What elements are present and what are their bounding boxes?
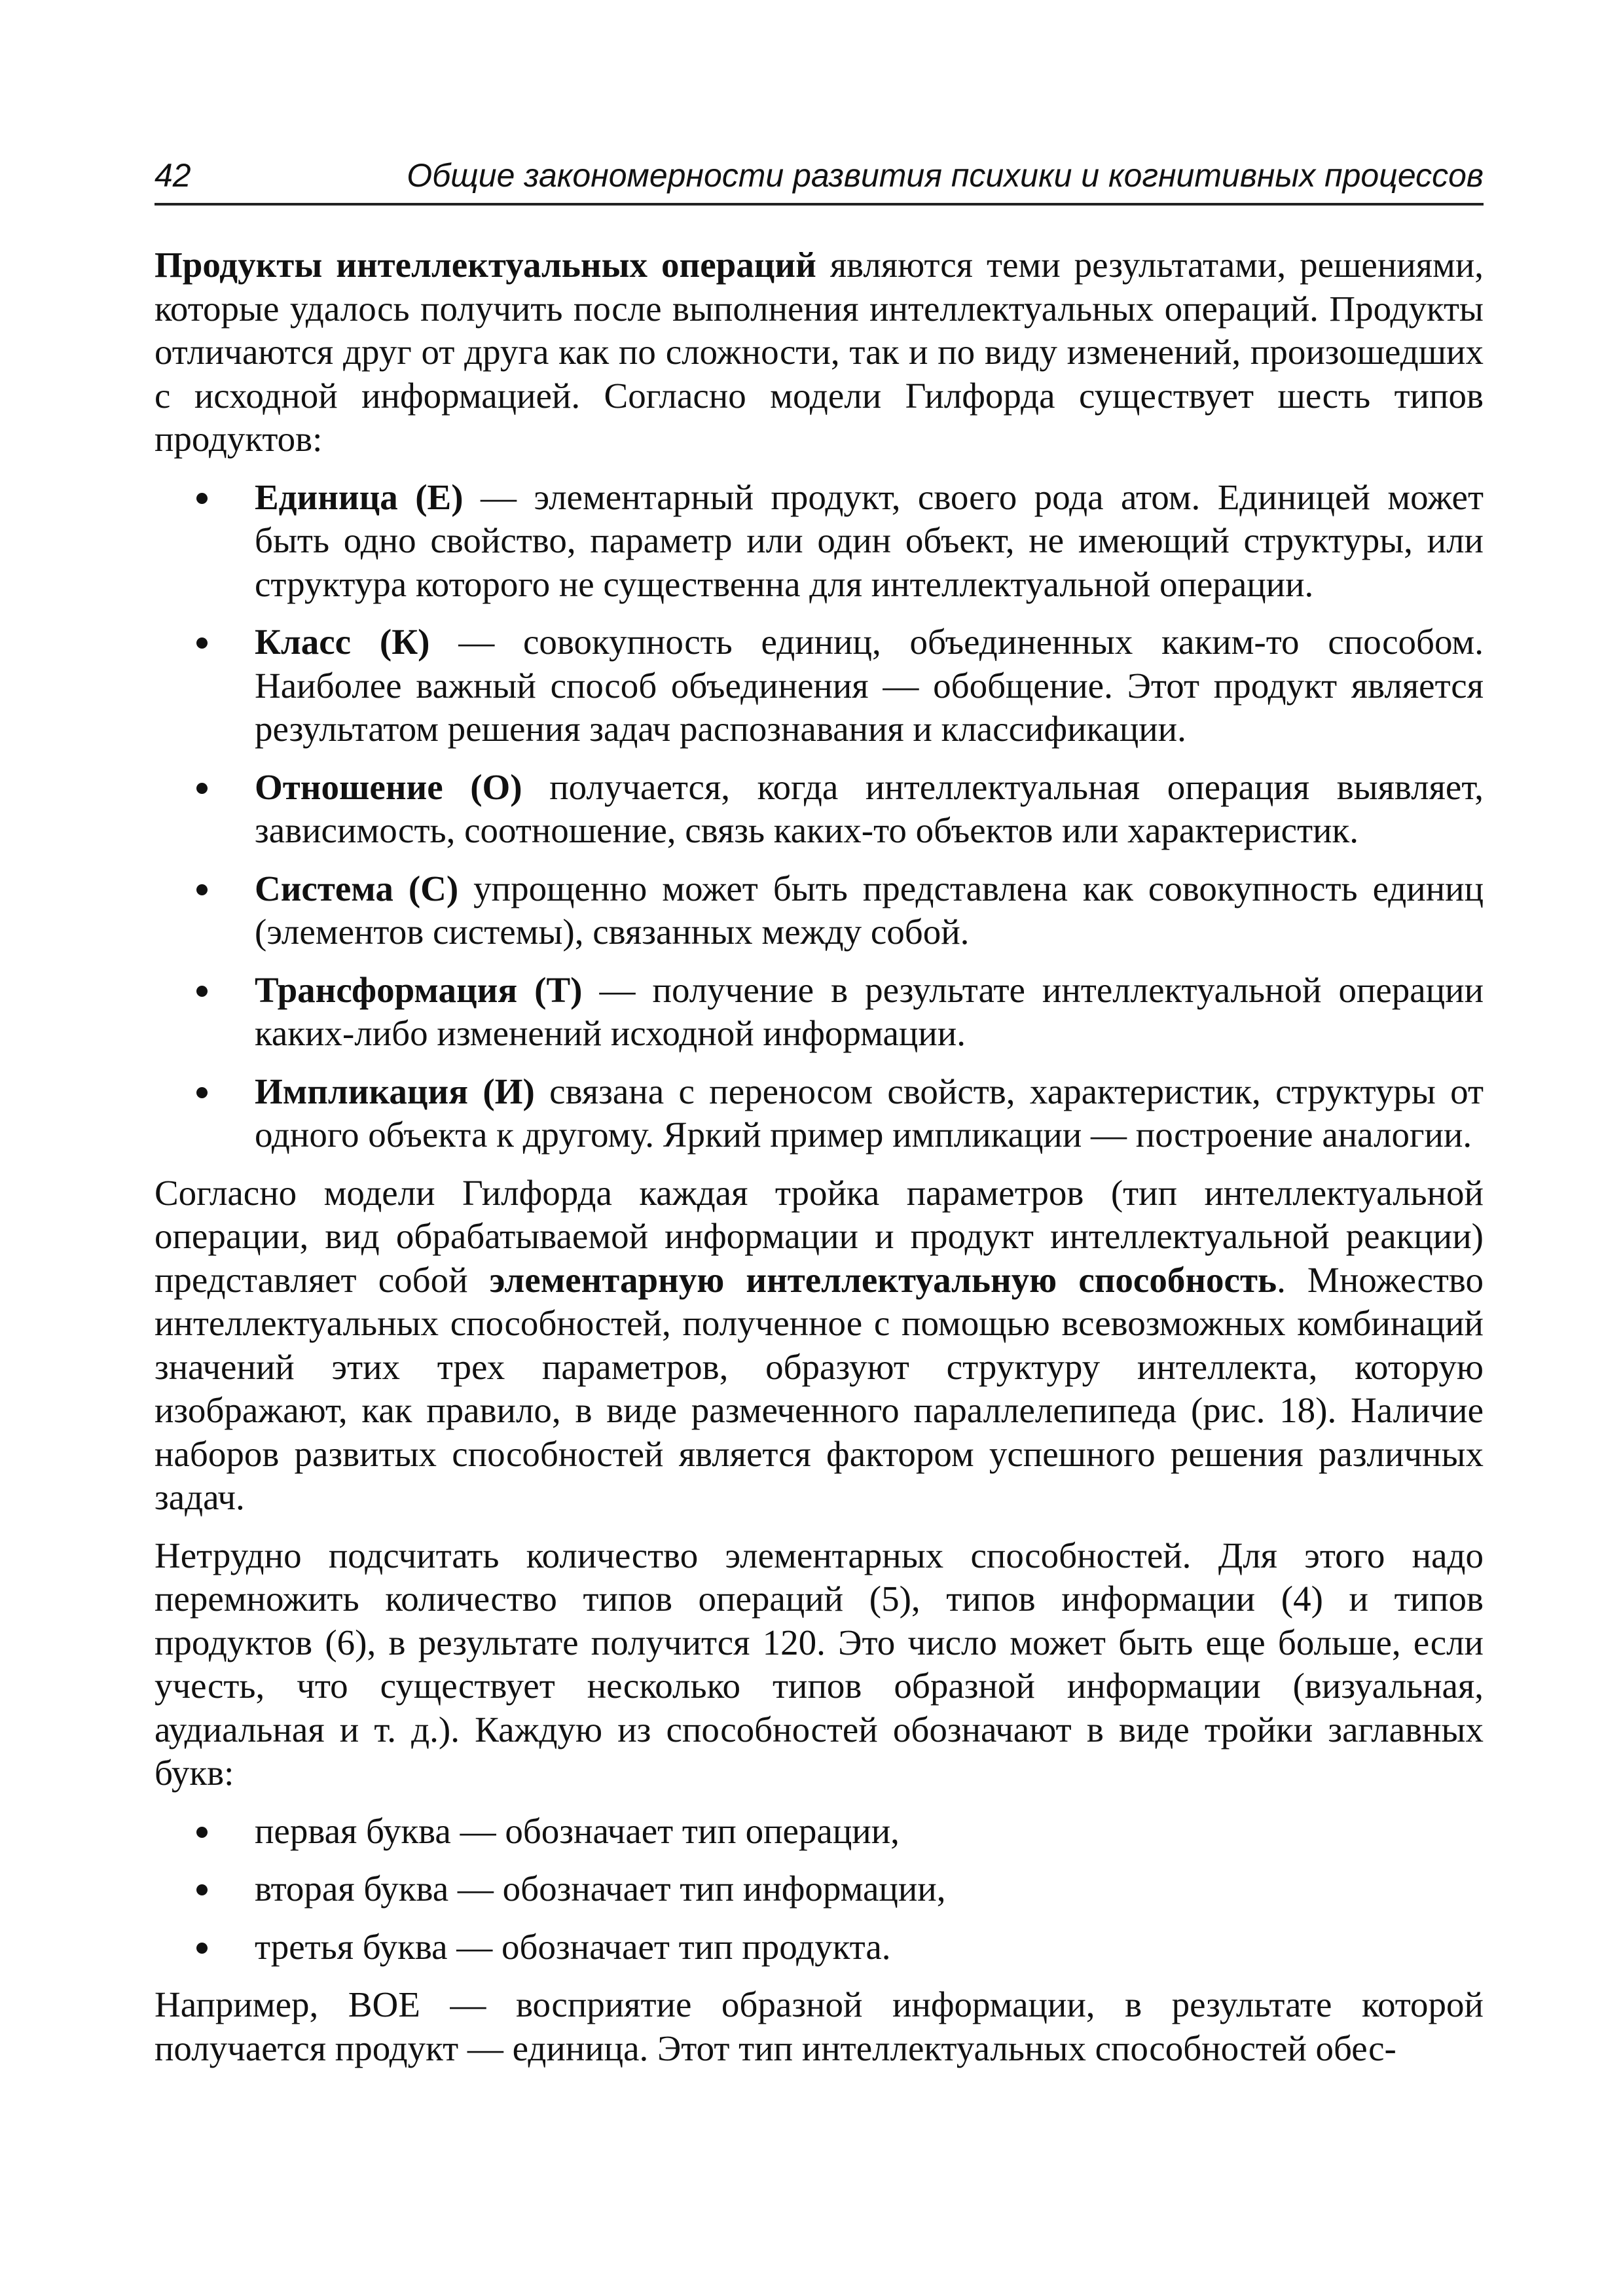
page-number: 42 — [155, 157, 191, 194]
bullet-icon — [196, 986, 208, 997]
count-paragraph: Нетрудно подсчитать количество элементарных способностей. Для этого надо перемножить количество типов операций (5), типов информации (4) и типов продуктов (6), в результате получится 120. Это число может быть еще больше, если учесть, что существует несколько типов образной информации (визуальная, аудиальная и т. д.). Каждую из способностей обозначают в виде тройки заглавных букв: — [155, 1535, 1484, 1793]
list-item — [155, 969, 1484, 1056]
item-term: Единица (Е) — [255, 476, 464, 517]
model-paragraph — [155, 1172, 1484, 1520]
list-item — [155, 1926, 1484, 1969]
item-text: связана с переносом свойств, характеристик, структуры от одного объекта к другому. Яркий пример импликации — построение аналогии. — [255, 1071, 1484, 1155]
intro-term: Продукты интеллектуальных операций — [155, 245, 816, 285]
intro-text: являются теми результатами, решениями, которые удалось получить после выполнения интеллектуальных операций. Продукты отличаются друг от друга как по сложности, так и по виду изменений, произошедших с исходной информацией. Согласно модели Гилфорда существует шесть типов продуктов: — [155, 245, 1484, 459]
item-text: — совокупность единиц, объединенных каким-то способом. Наиболее важный способ объединения — обобщение. Этот продукт является результатом решения задач распознавания и классификации. — [255, 622, 1484, 749]
item-text: — элементарный продукт, своего рода атом. Единицей может быть одно свойство, параметр или один объект, не имеющий структуры, или структура которого не существенна для интеллектуальной операции. — [255, 476, 1484, 604]
item-text: вторая буква — обозначает тип информации, — [255, 1869, 946, 1909]
body-text — [155, 243, 1484, 2070]
item-text: третья буква — обозначает тип продукта. — [255, 1926, 891, 1967]
list-item — [155, 476, 1484, 607]
list-item — [155, 1810, 1484, 1854]
model-term: элементарную интеллектуальную способность — [489, 1259, 1277, 1300]
list-item — [155, 766, 1484, 853]
item-term: Импликация (И) — [255, 1071, 535, 1111]
page-header — [155, 144, 1484, 206]
bullet-icon — [196, 637, 208, 649]
bullet-icon — [196, 1943, 208, 1954]
item-text: получается, когда интеллектуальная операция выявляет, зависимость, соотношение, связь каких-то объектов или характеристик. — [255, 766, 1484, 850]
example-paragraph: Например, ВОЕ — восприятие образной информации, в результате которой получается продукт — единица. Этот тип интеллектуальных способностей обес- — [155, 1984, 1484, 2068]
item-text: — получение в результате интеллектуальной операции каких-либо изменений исходной информации. — [255, 969, 1484, 1053]
bullet-icon — [196, 783, 208, 794]
list-item — [155, 1070, 1484, 1157]
letters-list — [155, 1810, 1484, 1969]
bullet-icon — [196, 1884, 208, 1895]
model-text-before: Согласно модели Гилфорда каждая тройка параметров (тип интеллектуальной операции, вид обрабатываемой информации и продукт интеллектуальной реакции) представляет собой — [155, 1172, 1484, 1300]
item-text: первая буква — обозначает тип операции, — [255, 1810, 900, 1851]
list-item — [155, 1867, 1484, 1911]
intro-paragraph — [155, 243, 1484, 461]
bullet-icon — [196, 884, 208, 895]
bullet-icon — [196, 493, 208, 504]
item-term: Отношение (О) — [255, 766, 522, 807]
list-item — [155, 620, 1484, 751]
list-item — [155, 867, 1484, 954]
item-term: Система (С) — [255, 868, 459, 908]
bullet-icon — [196, 1087, 208, 1098]
book-page — [155, 144, 1484, 2085]
item-text: упрощенно может быть представлена как совокупность единиц (элементов системы), связанных между собой. — [255, 868, 1484, 952]
item-term: Трансформация (Т) — [255, 969, 583, 1010]
product-types-list — [155, 476, 1484, 1157]
bullet-icon — [196, 1827, 208, 1838]
running-title: Общие закономерности развития психики и когнитивных процессов — [407, 157, 1484, 194]
model-text-after: . Множество интеллектуальных способностей, полученное с помощью всевозможных комбинаций значений этих трех параметров, образуют структуру интеллекта, которую изображают, как правило, в виде размеченного параллелепипеда (рис. 18). Наличие наборов развитых способностей является фактором успешного решения различных задач. — [155, 1259, 1484, 1517]
item-term: Класс (К) — [255, 622, 430, 662]
